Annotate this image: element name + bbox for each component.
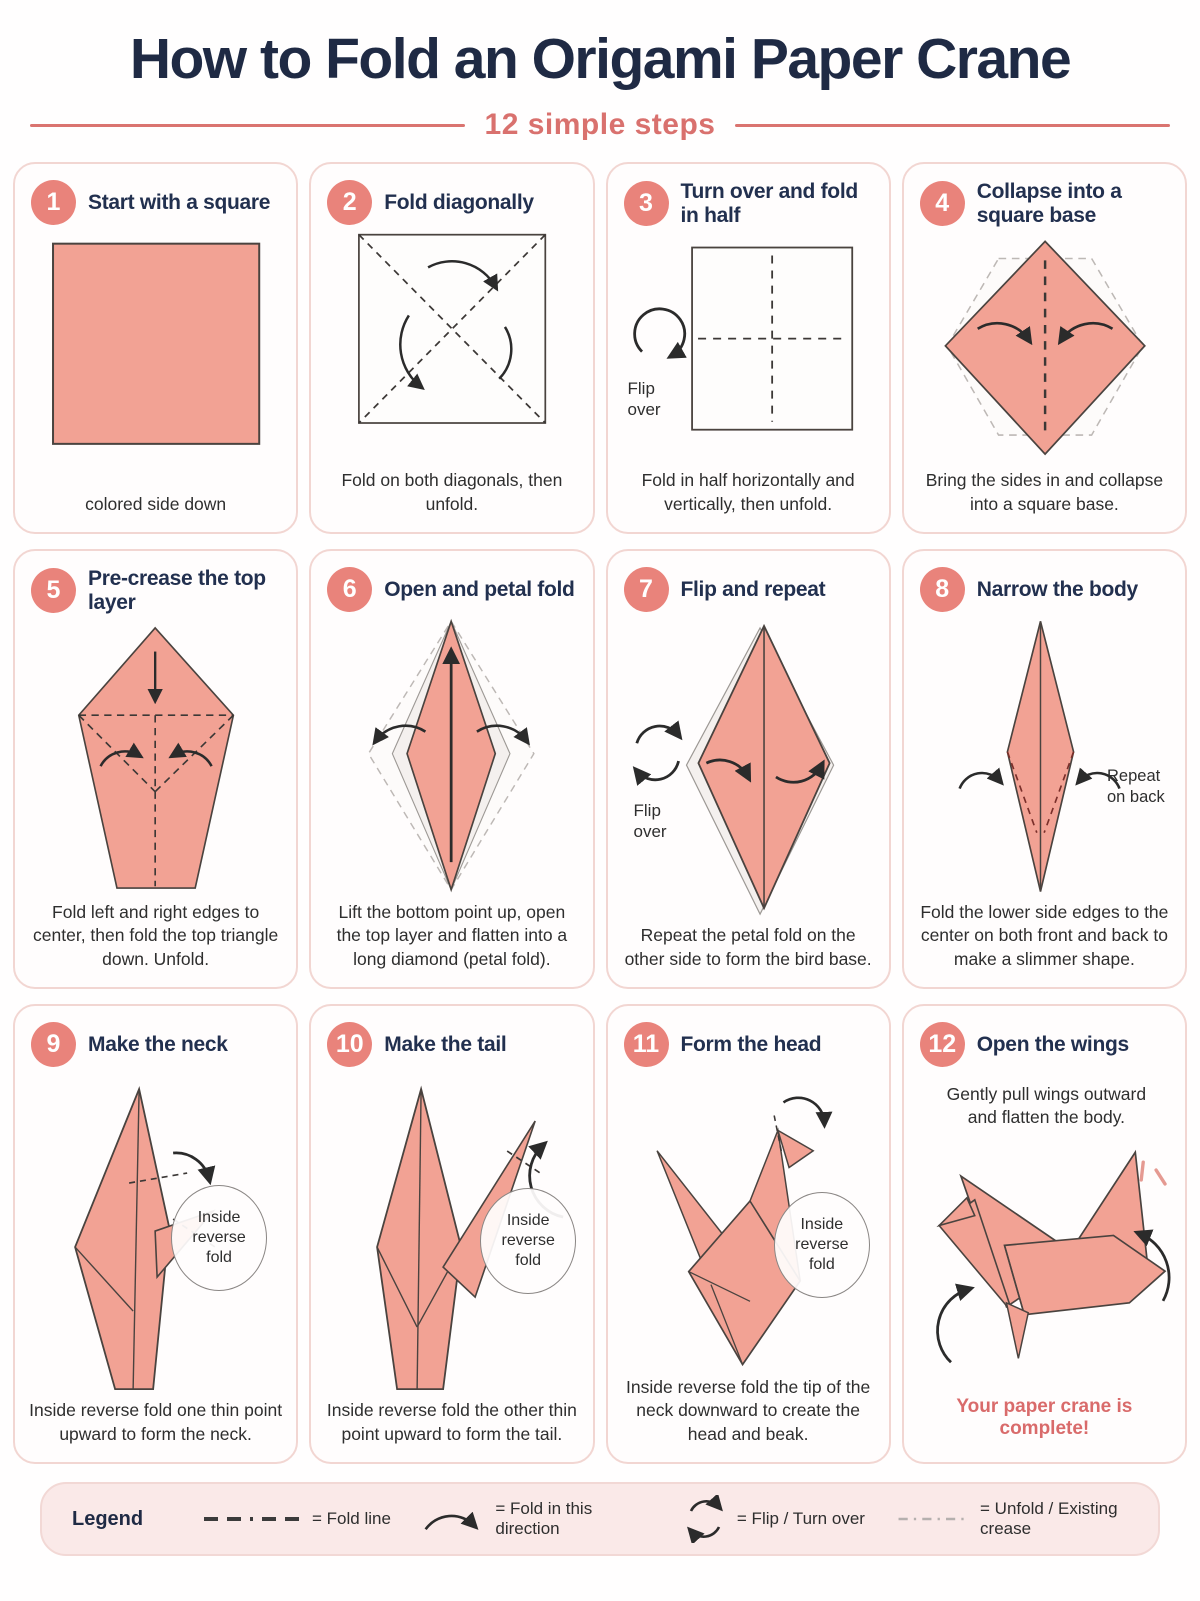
step-card-7: [606, 549, 891, 989]
step-number-badge: 9: [31, 1022, 76, 1067]
legend-title: Legend: [72, 1507, 144, 1530]
step-card-5: [13, 549, 298, 989]
bird-base-illustration: [620, 614, 877, 924]
legend-item-fold-line: [181, 1509, 412, 1529]
step-card-1: [13, 162, 298, 534]
inside-reverse-fold-callout: Inside reverse fold: [480, 1188, 576, 1294]
page-title: How to Fold an Origami Paper Crane: [129, 27, 1071, 91]
step-card-2: [309, 162, 594, 534]
subtitle-rule-left: [30, 124, 465, 127]
completion-message: Your paper crane is complete!: [956, 1396, 1133, 1439]
step-number-badge: 4: [920, 181, 965, 226]
flip-repeat-diagram: [620, 614, 877, 924]
step-caption: Fold the lower side edges to the center on both front and back to make a slimmer shape.: [920, 901, 1169, 969]
square-base-illustration: [916, 230, 1173, 469]
legend-item-unfold: [897, 1499, 1128, 1539]
inside-reverse-fold-callout: Inside reverse fold: [171, 1185, 267, 1291]
step-title: Open and petal fold: [384, 577, 575, 601]
inside-reverse-fold-callout: Inside reverse fold: [774, 1192, 870, 1298]
step-title: Turn over and fold in half: [680, 180, 858, 227]
diagonal-fold-diagram: [323, 227, 580, 469]
step-card-11: [606, 1004, 891, 1464]
step-caption: Inside reverse fold the other thin point upward to form the tail.: [326, 1400, 577, 1444]
step-card-6: [309, 549, 594, 989]
steps-row-2: [13, 549, 1187, 989]
repeat-on-back-label: Repeat on back: [1107, 766, 1165, 806]
make-neck-diagram: [27, 1069, 284, 1399]
steps-row-3: [13, 1004, 1187, 1464]
step-caption: Fold left and right edges to center, then fold the top triangle down. Unfold.: [33, 901, 279, 969]
finished-crane-diagram: [916, 1069, 1173, 1396]
step-caption: Repeat the petal fold on the other side to form the bird base.: [624, 925, 872, 969]
step-number-badge: 12: [920, 1022, 965, 1067]
step-caption: Inside reverse fold the tip of the neck downward to create the head and beak.: [626, 1376, 871, 1444]
step-card-12: [902, 1004, 1187, 1464]
step-number-badge: 2: [327, 180, 372, 225]
square-paper-diagram: [27, 227, 284, 493]
pre-crease-illustration: [27, 617, 284, 901]
step-title: Open the wings: [976, 1032, 1129, 1056]
square-base-diagram: [916, 230, 1173, 469]
narrow-body-illustration: [916, 614, 1173, 901]
step-title: Narrow the body: [976, 577, 1138, 601]
step-title: Flip and repeat: [680, 577, 826, 601]
step-title: Pre-crease the top layer: [88, 567, 266, 614]
step-title: Start with a square: [88, 190, 271, 214]
step-card-10: [309, 1004, 594, 1464]
form-head-diagram: [620, 1069, 877, 1376]
legend-item-flip: [659, 1495, 890, 1543]
flip-over-label: Flip over: [627, 379, 661, 420]
cross-fold-diagram: [620, 230, 877, 469]
step-card-8: [902, 549, 1187, 989]
step-number-badge: 8: [920, 567, 965, 612]
step-title: Make the tail: [384, 1032, 507, 1056]
step-card-9: [13, 1004, 298, 1464]
step-caption: Fold on both diagonals, then unfold.: [341, 470, 563, 514]
step-number-badge: 11: [624, 1022, 669, 1067]
cross-fold-illustration: [620, 230, 877, 469]
step-title: Collapse into a square base: [976, 180, 1122, 227]
step-caption: colored side down: [85, 493, 227, 514]
diagonal-fold-illustration: [323, 227, 580, 469]
step-number-badge: 1: [31, 180, 76, 225]
fold-line-icon: [202, 1513, 302, 1525]
step-title: Form the head: [680, 1032, 822, 1056]
petal-fold-illustration: [323, 614, 580, 901]
step-number-badge: 5: [31, 568, 76, 613]
flip-turn-over-icon: [683, 1495, 727, 1543]
step-number-badge: 10: [327, 1022, 372, 1067]
legend-label: = Unfold / Existing crease: [980, 1499, 1118, 1538]
step-card-3: [606, 162, 891, 534]
step-number-badge: 7: [624, 567, 669, 612]
subtitle-row: [0, 108, 1200, 142]
narrow-body-diagram: [916, 614, 1173, 901]
steps-row-1: [13, 162, 1187, 534]
unfold-crease-icon: [897, 1513, 970, 1525]
legend-label: = Fold line: [312, 1509, 391, 1528]
steps-grid: [13, 162, 1187, 1464]
subtitle-rule-right: [735, 124, 1170, 127]
make-tail-diagram: [323, 1069, 580, 1399]
step-number-badge: 6: [327, 567, 372, 612]
fold-direction-arrow-icon: [420, 1502, 486, 1536]
wings-note: Gently pull wings outward and flatten the body.: [946, 1084, 1147, 1128]
step-title: Fold diagonally: [384, 190, 534, 214]
legend-label: = Flip / Turn over: [736, 1509, 865, 1528]
colored-square-illustration: [27, 227, 284, 493]
step-caption: Inside reverse fold one thin point upward to form the neck.: [29, 1400, 283, 1444]
step-number-badge: 3: [624, 181, 669, 226]
step-card-4: [902, 162, 1187, 534]
petal-fold-diagram: [323, 614, 580, 901]
step-caption: Fold in half horizontally and vertically, then unfold.: [641, 470, 855, 514]
header: [0, 0, 1200, 142]
flip-over-label: Flip over: [633, 801, 667, 842]
step-title: Make the neck: [88, 1032, 228, 1056]
legend-label: = Fold in this direction: [495, 1499, 593, 1538]
page-subtitle: 12 simple steps: [484, 108, 716, 141]
step-caption: Bring the sides in and collapse into a square base.: [925, 470, 1164, 514]
legend-item-fold-direction: [420, 1499, 651, 1539]
legend-bar: [40, 1482, 1160, 1556]
pre-crease-diagram: [27, 617, 284, 901]
step-caption: Lift the bottom point up, open the top layer and flatten into a long diamond (petal fold).: [336, 901, 568, 969]
